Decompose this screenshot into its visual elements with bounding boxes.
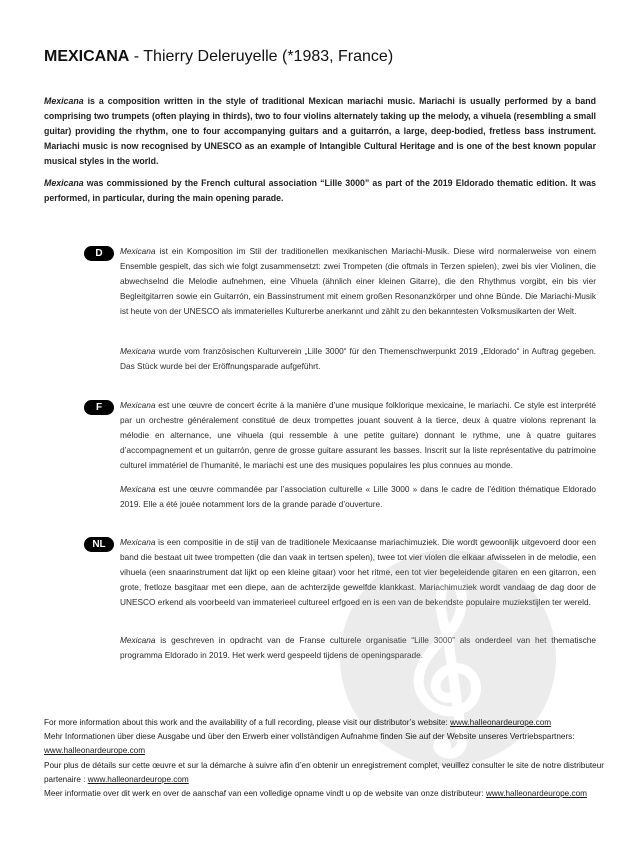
language-badge-fr: F: [84, 400, 114, 415]
work-name-italic: Mexicana: [120, 635, 156, 645]
footer-nl: [44, 787, 604, 801]
work-name-italic: Mexicana: [44, 96, 84, 106]
footer-fr: [44, 759, 604, 787]
french-paragraph-2: [120, 482, 596, 512]
work-name-italic: Mexicana: [120, 537, 156, 547]
language-badge-de: D: [84, 246, 114, 261]
footer-nl-text: Meer informatie over dit werk en over de aanschaf van een volledige opname vindt u op de website van onze distributeur:: [44, 789, 486, 799]
dutch-paragraph-1: [120, 535, 596, 610]
intro-paragraph-2: [44, 176, 596, 206]
intro-text-1: is a composition written in the style of traditional Mexican mariachi music. Mariachi is usually performed by a band comprising two trumpets (often playing in thirds), two to four violins alternately taking up the melody, a vihuela (resembling a small guitar) providing the rhythm, one to four accompanying guitars and a guitarrón, a large, deep-bodied, fretless bass instrument. Mariachi music is now recognised by UNESCO as an example of Intangible Cultural Heritage and is one of the best known popular musical styles in the world.: [44, 96, 596, 166]
distributor-link-de[interactable]: www.halleonardeurope.com: [44, 746, 146, 756]
dutch-text-1: is een compositie in de stijl van de traditionele Mexicaanse mariachimuziek. Die wordt gewoonlijk uitgevoerd door een band die bestaat uit twee trompetten (die dan vaak in tertsen spelen), twee tot vier violen die elkaar afwisselen in de melodie, een vihuela (een snaarinstrument dat lijkt op een kleine gitaar) voor het ritme, een tot vier begeleidende gitaren en een gitarron, een grote, fretloze basgitaar met een diepe, aan de achterzijde gewelfde klankkast. Mariachimuziek wordt vandaag de dag door de UNESCO erkend als voorbeeld van immaterieel cultureel erfgoed en is een van de bekendste populaire muziekstijlen ter wereld.: [120, 537, 596, 607]
german-text-2: wurde vom französischen Kulturverein „Lille 3000“ für den Themenschwerpunkt 2019 „Eldorado“ in Auftrag gegeben. Das Stück wurde bei der Eröffnungsparade aufgeführt.: [120, 346, 596, 371]
page-title: MEXICANA - Thierry Deleruyelle (*1983, France): [44, 48, 394, 65]
work-name-italic: Mexicana: [120, 346, 156, 356]
dutch-text-2: is geschreven in opdracht van de Franse culturele organisatie “Lille 3000” als onderdeel van het thematische programma Eldorado in 2019. Het werk werd gespeeld tijdens de openingsparade.: [120, 635, 596, 660]
work-title: MEXICANA: [44, 48, 130, 65]
distributor-info: [44, 716, 604, 801]
language-badge-nl: NL: [84, 537, 114, 552]
work-name-italic: Mexicana: [120, 484, 156, 494]
footer-en: [44, 716, 604, 730]
french-text-1: est une œuvre de concert écrite à la manière d’une musique folklorique mexicaine, le mariachi. Ce style est interprété par un orchestre généralement constitué de deux trompettes jouant souvent à la tierce, deux à quatre violons reprenant la mélodie en alternance, une vihuela (qui ressemble à une petite guitare) donnant le rythme, une à quatre guitares d’accompagnement et un guitarrón, genre de grosse guitare assurant les basses. Inscrit sur la liste représentative du patrimoine culturel immatériel de l’humanité, le mariachi est une des musiques populaires les plus connues au monde.: [120, 400, 596, 470]
work-name-italic: Mexicana: [120, 400, 156, 410]
work-name-italic: Mexicana: [120, 246, 156, 256]
dutch-paragraph-2: [120, 633, 596, 663]
composer-credit: Thierry Deleruyelle (*1983, France): [143, 48, 394, 65]
distributor-link-en[interactable]: www.halleonardeurope.com: [450, 718, 552, 727]
german-paragraph-1: [120, 244, 596, 319]
german-paragraph-2: [120, 344, 596, 374]
footer-en-text: For more information about this work and the availability of a full recording, please visit our distributor’s website:: [44, 718, 451, 727]
footer-de-text: Mehr Informationen über diese Ausgabe und über den Erwerb einer vollständigen Aufnahme finden Sie auf der Website unseres Vertriebspartners:: [44, 732, 575, 742]
german-text-1: ist ein Komposition im Stil der traditionellen mexikanischen Mariachi-Musik. Diese wird normalerweise von einem Ensemble gespielt, das sich wie folgt zusammensetzt: zwei Trompeten (die oftmals in Terzen spielen), zwei bis vier Violinen, die abwechselnd die Melodie aufnehmen, eine Vihuela (ähnlich einer kleinen Gitarre), die den Rhythmus vorgibt, ein bis vier Begleitgitarren sowie ein Guitarrón, ein Bassinstrument mit einem großen Resonanzkörper und ohne Bünde. Die Mariachi-Musik ist heute von der UNESCO als immaterielles Kulturerbe anerkannt und zählt zu den bekanntesten Volksmusikarten der Welt.: [120, 246, 596, 316]
intro-paragraph-1: [44, 94, 596, 169]
french-paragraph-1: [120, 398, 596, 473]
distributor-link-fr[interactable]: www.halleonardeurope.com: [87, 774, 189, 784]
distributor-link-nl[interactable]: www.halleonardeurope.com: [485, 789, 587, 799]
work-name-italic: Mexicana: [44, 178, 84, 188]
intro-text-2: was commissioned by the French cultural association “Lille 3000” as part of the 2019 Eldorado thematic edition. It was performed, in particular, during the main opening parade.: [44, 178, 596, 203]
footer-de: [44, 730, 604, 758]
french-text-2: est une œuvre commandée par l’association culturelle « Lille 3000 » dans le cadre de l’édition thématique Eldorado 2019. Elle a été jouée notamment lors de la grande parade d’ouverture.: [120, 484, 596, 509]
footer-fr-text: Pour plus de détails sur cette œuvre et sur la démarche à suivre afin d’en obtenir un enregistrement complet, veuillez consulter le site de notre distributeur partenaire :: [44, 760, 604, 784]
